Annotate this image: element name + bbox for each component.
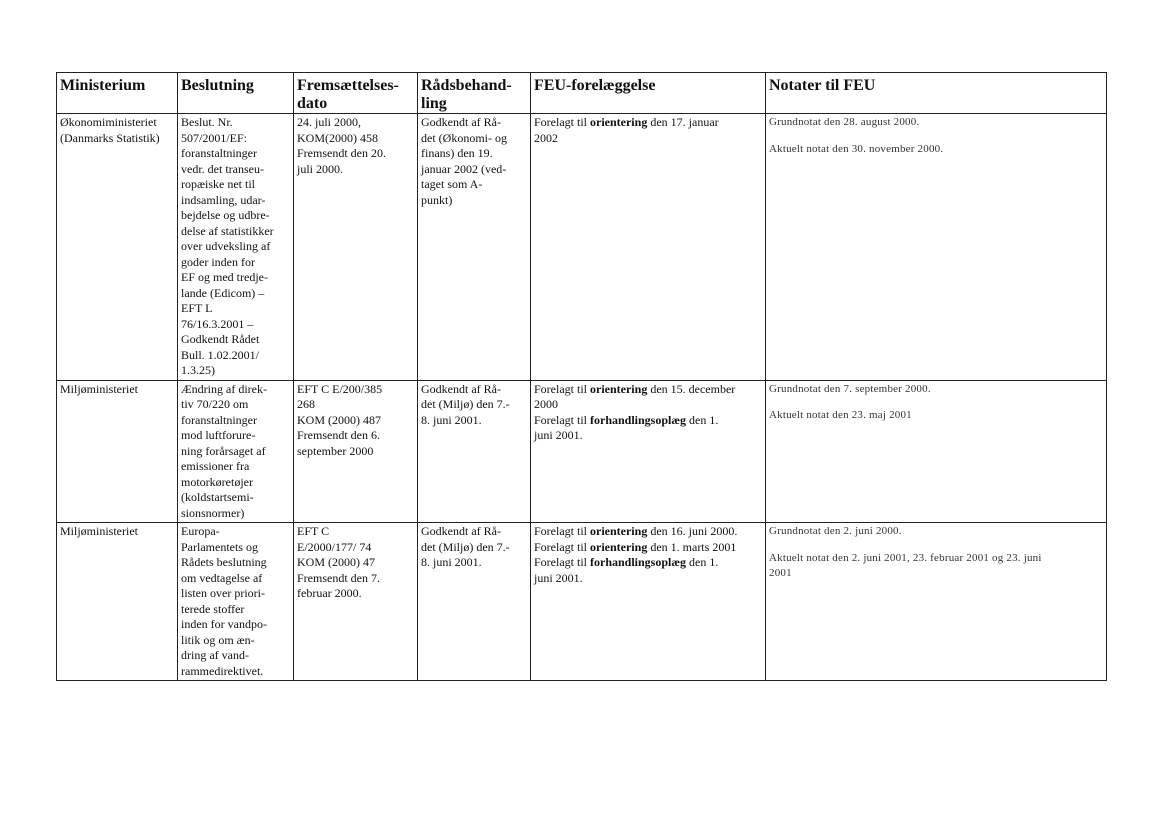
- cell-line: rammedirektivet.: [181, 663, 264, 678]
- cell-line: KOM (2000) 47: [297, 555, 375, 569]
- cell-line: Parlamentets og: [181, 539, 258, 554]
- cell-line: E/2000/177/ 74: [297, 539, 372, 554]
- cell-line: 268: [297, 397, 315, 411]
- cell-beslutning: [178, 380, 294, 523]
- cell-line: Godkendt af Rå-: [421, 115, 501, 129]
- cell-line: vedr. det transeu-: [181, 161, 264, 176]
- cell-line: 507/2001/EF:: [181, 130, 248, 145]
- cell-beslutning: [178, 523, 294, 681]
- header-beslutning: [178, 73, 294, 114]
- cell-line: Miljøministeriet: [60, 524, 138, 538]
- cell-line: 24. juli 2000,: [297, 115, 362, 129]
- text-segment: 2000: [534, 397, 558, 411]
- cell-ministerium: [57, 380, 178, 523]
- text-segment: den 1. marts 2001: [647, 539, 737, 554]
- cell-line: Grundnotat den 7. september 2000.: [769, 382, 931, 395]
- cell-line: [534, 428, 762, 444]
- cell-line: foranstaltninger: [181, 412, 257, 427]
- text-segment: 2002: [534, 130, 558, 145]
- cell-line: 2001: [769, 567, 792, 579]
- header-fremsaettelsesdato: [294, 73, 418, 114]
- cell-line: 1.3.25): [181, 363, 215, 377]
- cell-line: EF og med tredje-: [181, 270, 268, 284]
- cell-line: Bull. 1.02.2001/: [181, 347, 260, 362]
- cell-line: EFT L: [181, 301, 213, 315]
- table-row: [57, 523, 1107, 681]
- cell-line: lande (Edicom) –: [181, 285, 265, 300]
- cell-line: KOM (2000) 487: [297, 412, 381, 427]
- cell-line: FEU-forelæggelse: [534, 77, 656, 94]
- cell-line: [769, 397, 1103, 408]
- cell-ministerium: [57, 114, 178, 381]
- text-segment: juni 2001.: [534, 570, 583, 585]
- cell-line: Fremsendt den 20.: [297, 146, 386, 160]
- bold-term: forhandlingsoplæg: [590, 555, 687, 569]
- cell-feu: [531, 380, 766, 523]
- text-segment: Forelagt til: [534, 381, 590, 396]
- header-row: [57, 73, 1107, 114]
- cell-line: motorkøretøjer: [181, 474, 253, 489]
- cell-line: inden for vandpo-: [181, 617, 267, 631]
- cell-line: [769, 540, 1103, 551]
- cell-line: det (Miljø) den 7.-: [421, 539, 510, 554]
- cell-beslutning: [178, 114, 294, 381]
- cell-feu: [531, 114, 766, 381]
- cell-line: finans) den 19.: [421, 146, 493, 160]
- cell-line: indsamling, udar-: [181, 192, 266, 207]
- cell-line: goder inden for: [181, 254, 255, 269]
- cell-line: det (Miljø) den 7.-: [421, 397, 510, 411]
- bold-term: orientering: [590, 115, 648, 129]
- cell-line: januar 2002 (ved-: [421, 161, 507, 176]
- cell-line: 76/16.3.2001 –: [181, 316, 254, 331]
- text-segment: den 16. juni 2000.: [647, 524, 738, 538]
- cell-line: Aktuelt notat den 2. juni 2001, 23. februar 2001 og 23. juni: [769, 551, 1042, 564]
- text-segment: den 15. december: [647, 381, 736, 396]
- cell-line: (Danmarks Statistik): [60, 130, 160, 145]
- cell-line: [534, 555, 762, 571]
- cell-line: KOM(2000) 458: [297, 130, 378, 145]
- cell-line: [534, 540, 762, 556]
- cell-line: ling: [421, 95, 447, 112]
- cell-line: litik og om æn-: [181, 632, 255, 647]
- cell-line: EFT C: [297, 524, 330, 538]
- cell-line: ropæiske net til: [181, 177, 255, 191]
- header-notater: [766, 73, 1107, 114]
- text-segment: Forelagt til: [534, 539, 590, 554]
- cell-line: EFT C E/200/385: [297, 381, 383, 396]
- cell-line: [534, 524, 762, 540]
- bold-term: forhandlingsoplæg: [590, 412, 687, 427]
- cell-line: punkt): [421, 192, 453, 207]
- text-segment: den 1.: [686, 412, 719, 427]
- cell-raadsbehandling: [418, 114, 531, 381]
- text-segment: Forelagt til: [534, 555, 590, 569]
- text-segment: Forelagt til: [534, 115, 590, 129]
- bold-term: orientering: [590, 524, 648, 538]
- header-ministerium: [57, 73, 178, 114]
- text-segment: juni 2001.: [534, 428, 583, 442]
- cell-line: Ministerium: [60, 77, 146, 94]
- cell-line: [534, 397, 762, 413]
- text-segment: den 17. januar: [647, 115, 719, 129]
- cell-line: Notater til FEU: [769, 77, 876, 94]
- bold-term: orientering: [590, 539, 648, 554]
- cell-line: [534, 115, 762, 131]
- cell-line: 8. juni 2001.: [421, 412, 482, 427]
- cell-line: 8. juni 2001.: [421, 555, 482, 569]
- text-segment: den 1.: [686, 555, 719, 569]
- cell-raadsbehandling: [418, 380, 531, 523]
- cell-line: taget som A-: [421, 177, 483, 191]
- cell-line: Grundnotat den 2. juni 2000.: [769, 525, 902, 537]
- cell-line: det (Økonomi- og: [421, 130, 507, 145]
- cell-line: Beslut. Nr.: [181, 115, 233, 129]
- cell-line: dring af vand-: [181, 648, 249, 662]
- cell-line: delse af statistikker: [181, 223, 274, 238]
- cell-line: emissioner fra: [181, 459, 250, 473]
- cell-notater: [766, 114, 1107, 381]
- text-segment: Forelagt til: [534, 412, 590, 427]
- cell-line: [534, 382, 762, 398]
- cell-dato: [294, 380, 418, 523]
- cell-line: tiv 70/220 om: [181, 397, 249, 411]
- cell-line: Fremsættelses-: [297, 77, 399, 94]
- table-row: [57, 114, 1107, 381]
- cell-line: Grundnotat den 28. august 2000.: [769, 116, 920, 128]
- cell-line: om vedtagelse af: [181, 570, 263, 585]
- cell-line: sionsnormer): [181, 505, 245, 520]
- cell-ministerium: [57, 523, 178, 681]
- cell-feu: [531, 523, 766, 681]
- cell-line: foranstaltninger: [181, 146, 257, 160]
- cell-line: bejdelse og udbre-: [181, 208, 270, 222]
- cell-line: Godkendt af Rå-: [421, 381, 501, 396]
- cell-notater: [766, 523, 1107, 681]
- cell-line: Rådets beslutning: [181, 555, 267, 569]
- cell-dato: [294, 114, 418, 381]
- cell-line: Godkendt af Rå-: [421, 524, 501, 538]
- cell-line: Miljøministeriet: [60, 381, 138, 396]
- cell-line: Fremsendt den 7.: [297, 570, 380, 585]
- cell-line: juli 2000.: [297, 161, 344, 176]
- cell-line: Ændring af direk-: [181, 381, 267, 396]
- cell-line: terede stoffer: [181, 601, 245, 616]
- cell-line: [769, 131, 1103, 142]
- cell-line: Aktuelt notat den 30. november 2000.: [769, 142, 944, 155]
- cell-line: [534, 571, 762, 587]
- cell-notater: [766, 380, 1107, 523]
- cell-line: over udveksling af: [181, 239, 271, 253]
- cell-line: Europa-: [181, 524, 220, 538]
- cell-line: Fremsendt den 6.: [297, 428, 380, 442]
- feu-table: [56, 72, 1107, 681]
- header-feu-forelaeggelse: [531, 73, 766, 114]
- cell-line: mod luftforure-: [181, 428, 256, 442]
- table-row: [57, 380, 1107, 523]
- bold-term: orientering: [590, 381, 648, 396]
- cell-line: Rådsbehand-: [421, 77, 512, 94]
- cell-line: Aktuelt notat den 23. maj 2001: [769, 409, 912, 421]
- header-raadsbehandling: [418, 73, 531, 114]
- cell-line: Godkendt Rådet: [181, 332, 260, 346]
- cell-line: september 2000: [297, 443, 374, 458]
- cell-line: [534, 413, 762, 429]
- cell-line: Beslutning: [181, 77, 254, 94]
- cell-line: februar 2000.: [297, 586, 362, 600]
- cell-line: [534, 131, 762, 147]
- cell-raadsbehandling: [418, 523, 531, 681]
- text-segment: Forelagt til: [534, 524, 590, 538]
- cell-line: (koldstartsemi-: [181, 490, 254, 504]
- cell-line: dato: [297, 95, 328, 112]
- cell-dato: [294, 523, 418, 681]
- cell-line: Økonomiministeriet: [60, 115, 157, 129]
- cell-line: ning forårsaget af: [181, 443, 266, 458]
- cell-line: listen over priori-: [181, 586, 265, 600]
